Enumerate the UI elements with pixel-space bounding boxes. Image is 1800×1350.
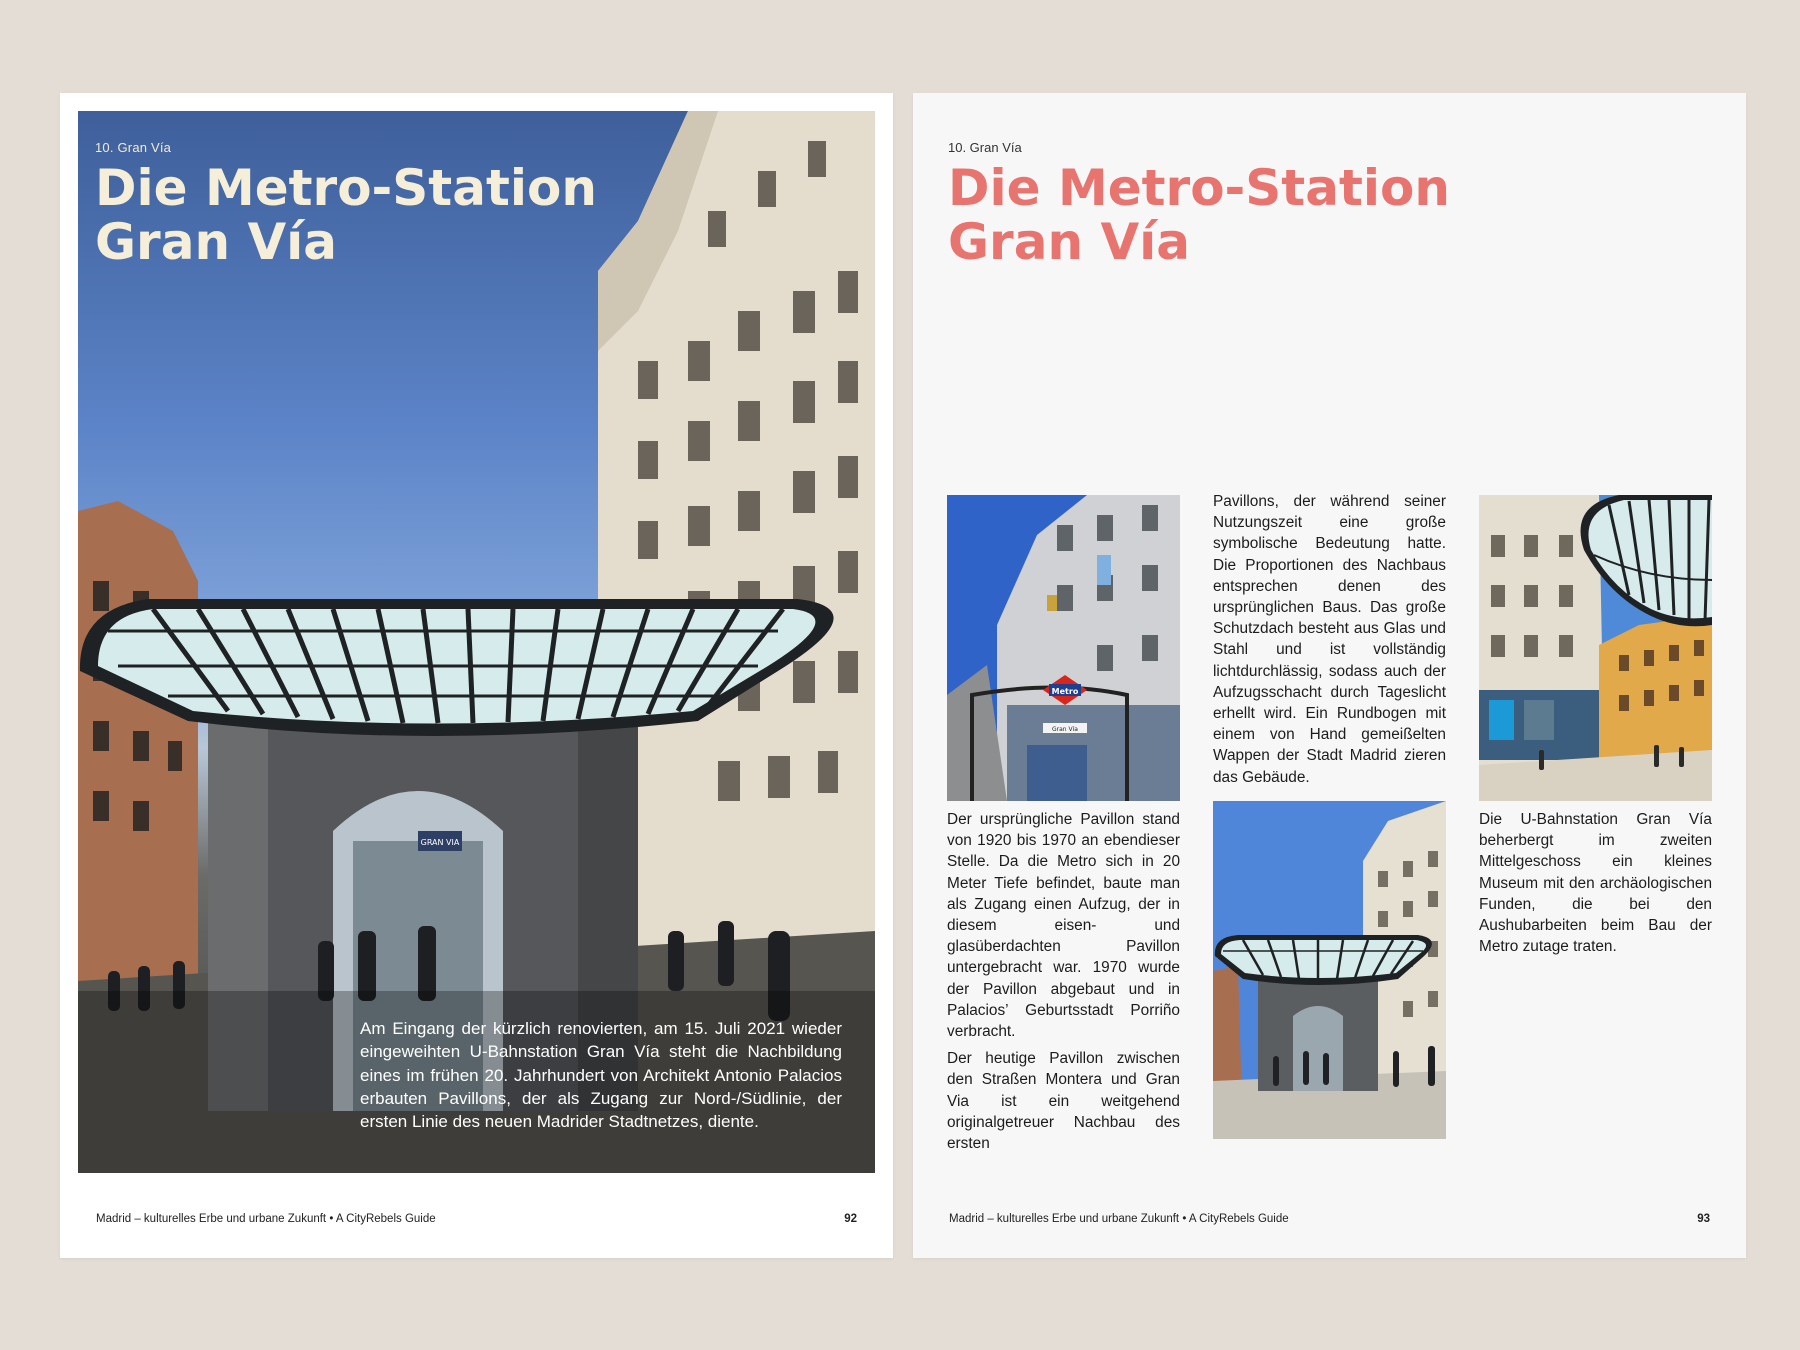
column-2-paragraph: Pavillons, der während seiner Nutzungszeit eine große symbolische Bedeutung hatte. Die Proportionen des Nachbaus entsprechen denen des ursprünglichen Baus. Das große Schutzdach besteht aus Glas und Stahl und ist vollständig lichtdurchlässig, sodass auch der Aufzugsschacht durch Tageslicht erhellt wird. Ein Rundbogen mit einem von Hand gemeißelten Wappen der Stadt Madrid zieren das Gebäude. (1213, 493, 1446, 786)
left-footer (96, 1213, 857, 1225)
page-overline: 10. Gran Vía (948, 140, 1022, 155)
column-1-paragraph-1: Der ursprüngliche Pavillon stand von 1920 bis 1970 an ebendieser Stelle. Da die Metro sich in 20 Meter Tiefe befindet, baute man als Zugang einen Aufzug, der in diesem eisen- und glasüberdachten Pavillon untergebracht war. 1970 wurde der Pavillon abgebaut und in Palacios’ Geburtsstadt Porriño verbracht. (947, 811, 1180, 1041)
column-1-paragraph-2: Der heutige Pavillon zwischen den Straßen Montera und Gran Via ist ein weitgehend originalgetreuer Nachbau des ersten (947, 1050, 1180, 1153)
left-page (60, 93, 893, 1258)
footer-text: Madrid – kulturelles Erbe und urbane Zukunft • A CityRebels Guide (96, 1213, 436, 1225)
page-title: Die Metro-Station Gran Vía (948, 159, 1450, 271)
photo-pavilion (1213, 801, 1446, 1139)
page-number: 92 (844, 1213, 857, 1225)
hero-photo (78, 111, 875, 1173)
right-footer (949, 1213, 1710, 1225)
column-2-text (1213, 491, 1446, 794)
column-3-paragraph: Die U-Bahnstation Gran Vía beherbergt im zweiten Mittelgeschoss ein kleines Museum mit den archäologischen Funden, die bei den Aushubarbeiten beim Bau der Metro zutage traten. (1479, 811, 1712, 956)
hero-title: Die Metro-Station Gran Vía (95, 159, 597, 271)
column-1-text (947, 809, 1180, 1160)
column-3-text (1479, 809, 1712, 963)
photo-canopy-street (1479, 495, 1712, 801)
station-sign-text: Gran Vía (1052, 726, 1078, 733)
hero-caption: Am Eingang der kürzlich renovierten, am 15. Juli 2021 wieder eingeweihten U-Bahnstation Gran Vía steht die Nachbildung eines im frühen 20. Jahrhundert von Architekt Antonio Palacios erbauten Pavillons, der als Zugang zur Nord-/Südlinie, der ersten Linie des neuen Madrider Stadtnetzes, diente. (360, 1019, 842, 1132)
footer-text: Madrid – kulturelles Erbe und urbane Zukunft • A CityRebels Guide (949, 1213, 1289, 1225)
hero-overline: 10. Gran Vía (95, 140, 172, 155)
right-page (913, 93, 1746, 1258)
pavilion-sign-text: GRAN VIA (420, 838, 460, 847)
page-number: 93 (1697, 1213, 1710, 1225)
photo-metro-sign (947, 495, 1180, 801)
metro-sign-text: Metro (1051, 687, 1079, 696)
